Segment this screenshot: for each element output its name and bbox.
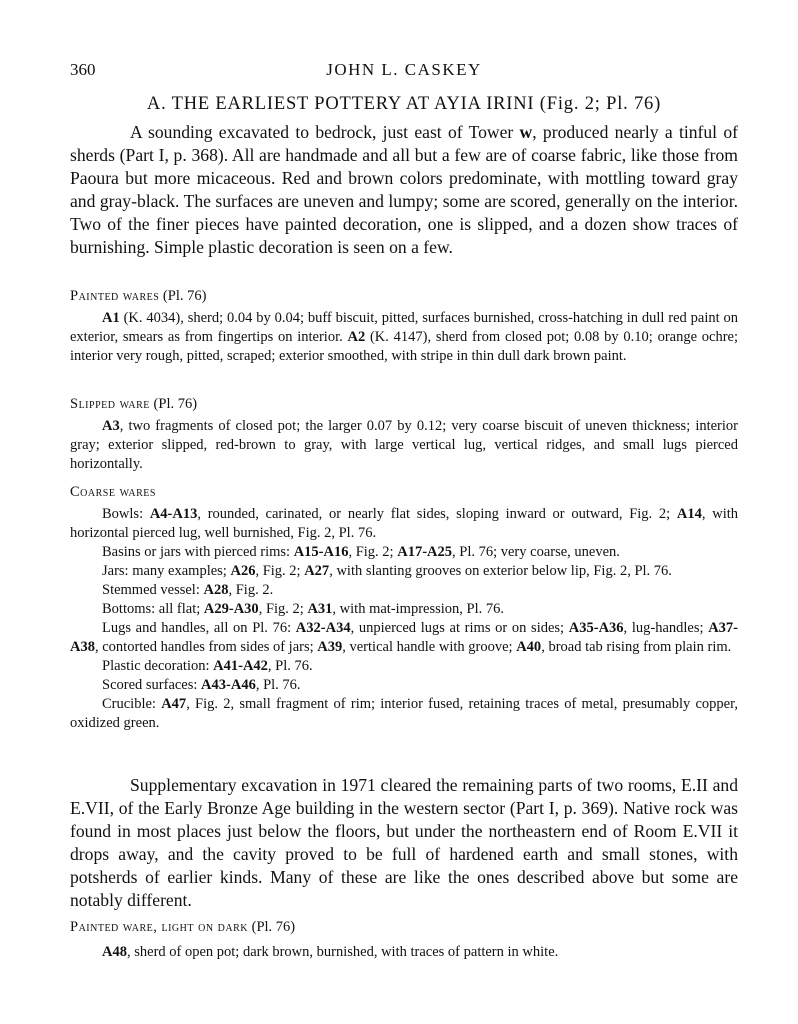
page-number: 360	[70, 60, 96, 79]
coarse-entry-stemmed	[70, 581, 738, 600]
intro-paragraph	[70, 121, 738, 259]
lugs-text-4: , vertical handle with groove;	[342, 639, 517, 655]
catalog-id-a29-a30: A29-A30	[203, 601, 259, 617]
basins-text: , Fig. 2;	[348, 544, 398, 560]
painted-wares-heading	[70, 287, 738, 306]
coarse-entry-jars	[70, 562, 738, 581]
lugs-text: , unpierced lugs at rims or on sides;	[350, 620, 569, 636]
catalog-id-a26: A26	[230, 563, 256, 579]
stemmed-text: , Fig. 2.	[228, 582, 274, 598]
painted-wares-section	[70, 287, 738, 366]
catalog-id-a27: A27	[304, 563, 330, 579]
crucible-label: Crucible:	[102, 696, 162, 712]
crucible-text: , Fig. 2, small fragment of rim; interior fused, retaining traces of metal, presumably copper, oxidized green.	[70, 696, 738, 731]
bowls-label: Bowls:	[102, 506, 150, 522]
slipped-ware-entry	[70, 417, 738, 474]
intro-paragraph-block	[70, 121, 738, 259]
stemmed-label: Stemmed vessel:	[102, 582, 204, 598]
painted-wares-heading-text: Painted wares	[70, 288, 160, 304]
catalog-id-a4-a13: A4-A13	[149, 506, 198, 522]
catalog-text-a3: , two fragments of closed pot; the larger 0.07 by 0.12; very coarse biscuit of uneven thickness; interior gray; exterior slipped, red-brown to gray, with large vertical lug, vertical ridges, and small lugs pierced horizontally.	[70, 418, 738, 472]
coarse-entry-bowls	[70, 505, 738, 543]
catalog-text-a1: (K. 4034), sherd; 0.04 by 0.04; buff biscuit, pitted, surfaces burnished, cross-hatching in dull red paint on exterior, smears as from fingertips on interior.	[70, 310, 738, 345]
catalog-id-a47: A47	[161, 696, 187, 712]
catalog-id-a39: A39	[317, 639, 343, 655]
basins-text-2: , Pl. 76; very coarse, uneven.	[452, 544, 620, 560]
catalog-text-a48: , sherd of open pot; dark brown, burnished, with traces of pattern in white.	[126, 944, 559, 960]
supplementary-paragraph: Supplementary excavation in 1971 cleared the remaining parts of two rooms, E.II and E.VII, of the Early Bronze Age building in the western sector (Part I, p. 369). Native rock was found in most places just below the floors, but under the northeastern end of Room E.VII it drops away, and the cavity proved to be full of hardened earth and small stones, with potsherds of earlier kinds. Many of these are like the ones described above but some are notably different.	[70, 775, 738, 910]
catalog-text-a2: (K. 4147), sherd from closed pot; 0.08 by 0.10; orange ochre; interior very rough, pitted, scraped; exterior smoothed, with stripe in thin dull dark brown paint.	[70, 329, 738, 364]
bottoms-label: Bottoms: all flat;	[102, 601, 204, 617]
slipped-ware-heading	[70, 395, 738, 414]
bowls-text-2: , with horizontal pierced lug, well burnished, Fig. 2, Pl. 76.	[70, 506, 738, 541]
lugs-text-5: , broad tab rising from plain rim.	[541, 639, 732, 655]
plastic-label: Plastic decoration:	[102, 658, 214, 674]
intro-text-2: , produced nearly a tinful of sherds (Part I, p. 368). All are handmade and all but a few are of coarse fabric, like those from Paoura but more micaceous. Red and brown colors predominate, with mottling toward gray and gray-black. The surfaces are uneven and lumpy; some are scored, generally on the interior. Two of the finer pieces have painted decoration, one is slipped, and a dozen show traces of burnishing. Simple plastic decoration is seen on a few.	[70, 122, 738, 257]
coarse-wares-heading-text: Coarse wares	[70, 484, 156, 500]
coarse-wares-section	[70, 483, 738, 733]
catalog-id-a43-a46: A43-A46	[201, 677, 256, 693]
running-head	[70, 60, 738, 84]
catalog-id-a32-a34: A32-A34	[295, 620, 351, 636]
catalog-id-a1: A1	[102, 310, 120, 326]
painted-light-on-dark-heading-text: Painted ware, light on dark	[70, 919, 248, 935]
catalog-id-a37-a38: A37-A38	[70, 620, 739, 655]
coarse-entry-lugs	[70, 619, 738, 657]
coarse-entry-crucible	[70, 695, 738, 733]
slipped-ware-section	[70, 395, 738, 474]
catalog-id-a15-a16: A15-A16	[293, 544, 349, 560]
painted-light-on-dark-heading	[70, 918, 738, 937]
catalog-id-a2: A2	[347, 329, 366, 345]
coarse-entry-scored	[70, 676, 738, 695]
scored-label: Scored surfaces:	[102, 677, 202, 693]
lugs-label: Lugs and handles, all on Pl. 76:	[102, 620, 296, 636]
coarse-wares-heading	[70, 483, 738, 502]
painted-wares-heading-ref: (Pl. 76)	[159, 288, 207, 304]
scored-text: , Pl. 76.	[255, 677, 301, 693]
catalog-id-a31: A31	[307, 601, 333, 617]
jars-label: Jars: many examples;	[102, 563, 231, 579]
lugs-text-3: , contorted handles from sides of jars;	[94, 639, 318, 655]
running-head-author: JOHN L. CASKEY	[326, 60, 482, 79]
intro-text-1: A sounding excavated to bedrock, just east of Tower	[130, 122, 520, 142]
catalog-id-a40: A40	[516, 639, 542, 655]
jars-text: , Fig. 2;	[255, 563, 305, 579]
jars-text-2: , with slanting grooves on exterior below lip, Fig. 2, Pl. 76.	[329, 563, 672, 579]
catalog-id-a3: A3	[102, 418, 120, 434]
coarse-entry-basins	[70, 543, 738, 562]
slipped-ware-heading-ref: (Pl. 76)	[149, 396, 198, 412]
painted-wares-entry	[70, 309, 738, 366]
section-title: A. THE EARLIEST POTTERY AT AYIA IRINI (Fig. 2; Pl. 76)	[146, 94, 662, 114]
supplementary-paragraph-block	[70, 774, 738, 912]
bowls-text: , rounded, carinated, or nearly flat sides, sloping inward or outward, Fig. 2;	[197, 506, 677, 522]
coarse-entry-bottoms	[70, 600, 738, 619]
painted-light-on-dark-entry	[70, 943, 738, 962]
catalog-id-a28: A28	[203, 582, 229, 598]
slipped-ware-heading-text: Slipped ware	[70, 396, 150, 412]
basins-label: Basins or jars with pierced rims:	[102, 544, 294, 560]
bottoms-text-2: , with mat-impression, Pl. 76.	[332, 601, 505, 617]
coarse-entry-plastic	[70, 657, 738, 676]
painted-light-on-dark-section	[70, 918, 738, 962]
catalog-id-a48: A48	[102, 944, 127, 960]
painted-light-on-dark-heading-ref: (Pl. 76)	[248, 919, 296, 935]
catalog-id-a41-a42: A41-A42	[213, 658, 268, 674]
tower-label: w	[519, 122, 533, 142]
catalog-id-a14: A14	[676, 506, 702, 522]
catalog-id-a35-a36: A35-A36	[568, 620, 624, 636]
lugs-text-2: , lug-handles;	[623, 620, 709, 636]
catalog-id-a17-a25: A17-A25	[397, 544, 452, 560]
bottoms-text: , Fig. 2;	[258, 601, 308, 617]
plastic-text: , Pl. 76.	[267, 658, 313, 674]
